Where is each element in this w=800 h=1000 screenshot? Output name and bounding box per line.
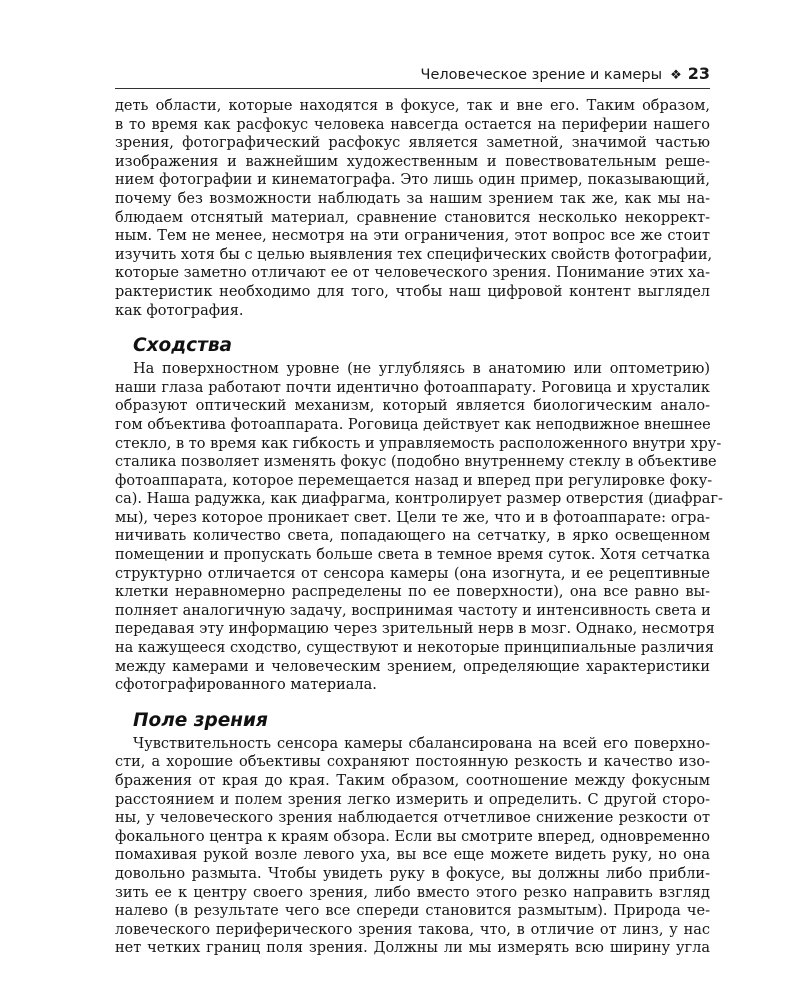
- text-line: полняет аналогичную задачу, воспринимая частоту и интенсивность света и: [115, 602, 711, 619]
- text-line: сталика позволяет изменять фокус (подобно внутреннему стеклу в объективе: [115, 454, 717, 471]
- separator-icon: ❖: [670, 68, 682, 83]
- text-line: деть области, которые находятся в фокусе, так и вне его. Таким образом,: [115, 98, 710, 114]
- text-line: ловеческого периферического зрения такова, что, в отличие от линз, у нас: [115, 921, 710, 938]
- text-line: налево (в результате чего все спереди становится размытым). Природа че-: [115, 903, 710, 920]
- text-line: нет четких границ поля зрения. Должны ли мы измерять всю ширину угла: [115, 940, 710, 957]
- text-line: зрения, фотографический расфокус является заметной, значимой частью: [115, 135, 710, 152]
- header-rule: [115, 88, 710, 89]
- text-line: стекло, в то время как гибкость и управляемость расположенного внутри хру-: [115, 435, 722, 452]
- text-line: расстоянием и полем зрения легко измерить и определить. С другой сторо-: [115, 791, 710, 808]
- text-line: образуют оптический механизм, который является биологическим анало-: [115, 398, 710, 415]
- text-line: клетки неравномерно распределены по ее поверхности), она все равно вы-: [115, 584, 710, 601]
- text-line: мы), через которое проникает свет. Цели те же, что и в фотоаппарате: огра-: [115, 509, 710, 526]
- text-line: фотоаппарата, которое перемещается назад и вперед при регулировке фоку-: [115, 472, 713, 489]
- text-line: фокального центра к краям обзора. Если вы смотрите вперед, одновременно: [115, 828, 710, 845]
- page-number: 23: [687, 64, 710, 83]
- paragraph-similarities: [115, 360, 723, 695]
- text-line: са). Наша радужка, как диафрагма, контролирует размер отверстия (диафраг-: [115, 491, 723, 508]
- text-line: передавая эту информацию через зрительный нерв в мозг. Однако, несмотря: [115, 621, 715, 638]
- text-line: сти, а хорошие объективы сохраняют постоянную резкость и качество изо-: [115, 754, 710, 771]
- text-line: помещении и пропускать больше света в темное время суток. Хотя сетчатка: [115, 547, 710, 564]
- text-line: бражения от края до края. Таким образом, соотношение между фокусным: [115, 773, 710, 789]
- text-line: в то время как расфокус человека навсегда остается на периферии нашего: [115, 116, 710, 133]
- paragraph-intro: [115, 97, 713, 320]
- chapter-title: Человеческое зрение и камеры: [420, 67, 663, 83]
- text-line: помахивая рукой возле левого уха, вы все еще можете видеть руку, но она: [115, 847, 710, 864]
- text-line: На поверхностном уровне (не углубляясь в анатомию или оптометрию): [133, 361, 710, 378]
- running-header: [115, 64, 710, 86]
- text-line: довольно размыта. Чтобы увидеть руку в фокусе, вы должны либо прибли-: [115, 865, 710, 882]
- text-line: ным. Тем не менее, несмотря на эти ограничения, этот вопрос все же стоит: [115, 228, 710, 245]
- text-line: как фотография.: [115, 302, 244, 319]
- text-line: наши глаза работают почти идентично фотоаппарату. Роговица и хрусталик: [115, 379, 710, 396]
- text-line: сфотографированного материала.: [115, 677, 377, 694]
- text-line: изображения и важнейшим художественным и повествовательным реше-: [115, 153, 710, 170]
- page-body: [115, 97, 723, 958]
- text-line: структурно отличается от сенсора камеры (она изогнута, и ее рецептивные: [115, 565, 710, 582]
- text-line: гом объектива фотоаппарата. Роговица действует как неподвижное внешнее: [115, 416, 711, 433]
- section-heading-field-of-view: Поле зрения: [133, 709, 268, 731]
- text-line: рактеристик необходимо для того, чтобы наш цифровой контент выглядел: [115, 283, 710, 300]
- text-line: между камерами и человеческим зрением, определяющие характеристики: [115, 658, 710, 675]
- section-heading-similarities: Сходства: [133, 335, 233, 357]
- text-line: ничивать количество света, попадающего на сетчатку, в ярко освещенном: [115, 528, 710, 545]
- text-line: ны, у человеческого зрения наблюдается отчетливое снижение резкости от: [115, 810, 710, 827]
- paragraph-field-of-view: [115, 735, 710, 958]
- text-line: блюдаем отснятый материал, сравнение становится несколько некоррект-: [115, 209, 710, 226]
- text-line: нием фотографии и кинематографа. Это лишь один пример, показывающий,: [115, 172, 710, 189]
- text-line: которые заметно отличают ее от человеческого зрения. Понимание этих ха-: [115, 265, 710, 282]
- text-line: на кажущееся сходство, существуют и некоторые принципиальные различия: [115, 640, 714, 657]
- text-line: зить ее к центру своего зрения, либо вместо этого резко направить взгляд: [115, 884, 710, 901]
- text-line: Чувствительность сенсора камеры сбалансирована на всей его поверхно-: [133, 735, 710, 752]
- text-line: изучить хотя бы с целью выявления тех специфических свойств фотографии,: [115, 246, 713, 263]
- text-line: почему без возможности наблюдать за нашим зрением так же, как мы на-: [115, 190, 710, 207]
